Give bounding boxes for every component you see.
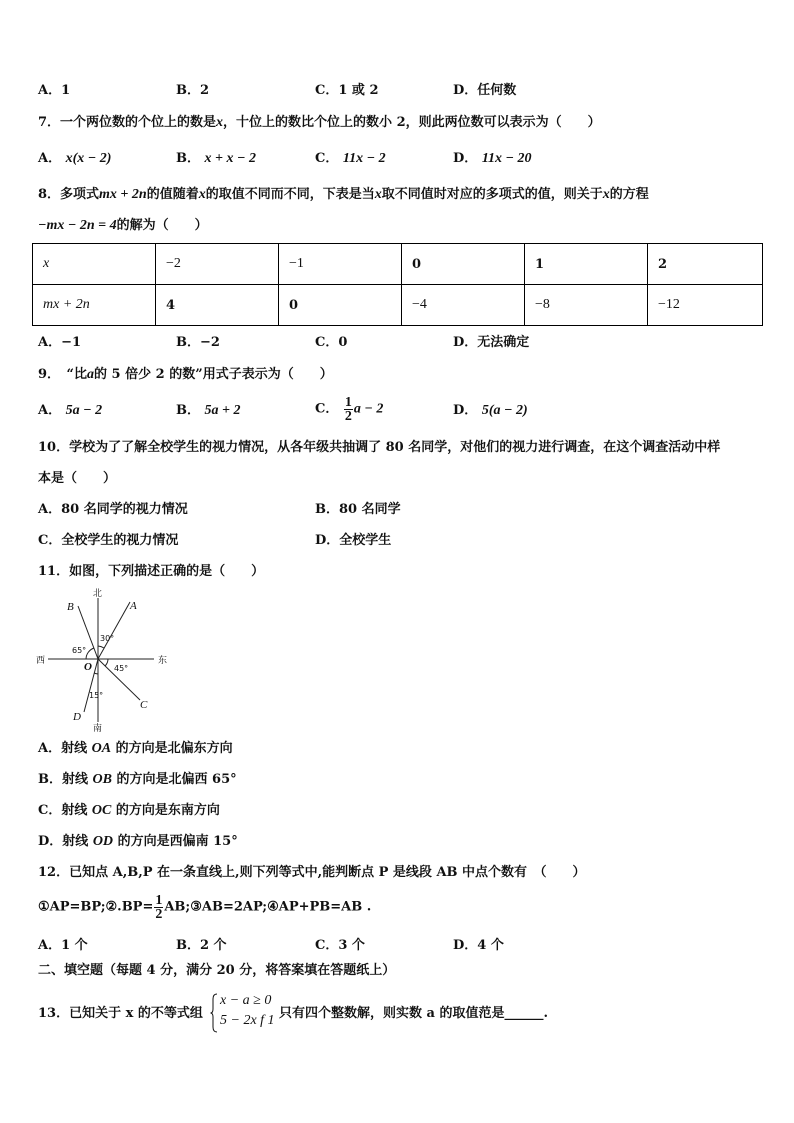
table-cell: 2: [648, 244, 763, 285]
label-north: 北: [93, 589, 103, 599]
q9-stem: 9． “比a的 5 倍少 2 的数”用式子表示为（ ）: [38, 367, 333, 382]
q10-stem-line2: 本是（ ）: [38, 471, 117, 486]
q12-option-d: D．4 个: [453, 938, 504, 953]
arc-65: [86, 648, 94, 659]
table-cell: −4: [402, 285, 525, 326]
q9-option-b: B． 5a + 2: [176, 403, 241, 418]
q7-option-a: A． x(x − 2): [38, 151, 112, 166]
label-15: 15°: [89, 691, 104, 700]
q8-option-a: A．−1: [38, 335, 82, 350]
table-cell: 1: [525, 244, 648, 285]
table-cell: −12: [648, 285, 763, 326]
q8-value-table: [32, 243, 763, 326]
q9-fraction: $\frac{1}{2}$: [344, 395, 352, 424]
table-cell: x: [33, 244, 156, 285]
q9-option-a: A． 5a − 2: [38, 403, 103, 418]
q12-option-c: C．3 个: [315, 938, 365, 953]
q12-equations: ①AP=BP;②.BP= $\frac{1}{2}$ AB;③AB=2AP;④AP+PB=AB .: [38, 893, 372, 922]
label-east: 东: [158, 656, 168, 666]
q13-system-line2: 5 − 2x f 1: [220, 1013, 275, 1028]
q12-stem: 12．已知点 A,B,P 在一条直线上,则下列等式中,能判断点 P 是线段 AB 中点个数有 （ ）: [38, 865, 586, 880]
label-c: C: [140, 699, 148, 711]
q11-option-b: B．射线 OB 的方向是北偏西 65°: [38, 772, 237, 787]
table-cell: 4: [156, 285, 279, 326]
q11-option-a: A．射线 OA 的方向是北偏东方向: [38, 741, 233, 756]
q8-option-c: C．0: [315, 335, 348, 350]
q8-stem-line2: −mx − 2n = 4的解为（ ）: [38, 218, 208, 233]
label-65: 65°: [72, 646, 87, 655]
table-cell: −2: [156, 244, 279, 285]
table-cell: 0: [402, 244, 525, 285]
table-row: [33, 244, 763, 285]
q12-option-a: A．1 个: [38, 938, 88, 953]
q6-option-c: C．1 或 2: [315, 83, 379, 98]
q7-stem: 7．一个两位数的个位上的数是x，十位上的数比个位上的数小 2，则此两位数可以表示为（ ）: [38, 115, 601, 130]
arc-30: [98, 646, 104, 648]
label-o: O: [84, 661, 92, 673]
label-30: 30°: [100, 634, 115, 643]
q6-option-d: D．任何数: [453, 83, 517, 98]
table-cell: −8: [525, 285, 648, 326]
table-cell: mx + 2n: [33, 285, 156, 326]
q10-stem-line1: 10．学校为了了解全校学生的视力情况，从各年级共抽调了 80 名同学，对他们的视力进行调查，在这个调查活动中样: [38, 440, 721, 455]
q9-option-d: D． 5(a − 2): [453, 403, 528, 418]
label-45: 45°: [114, 664, 129, 673]
q7-var: x: [216, 115, 224, 130]
q8-option-d: D．无法确定: [453, 335, 530, 350]
q12-fraction: $\frac{1}{2}$: [155, 893, 163, 922]
label-west: 西: [36, 656, 46, 666]
q8-equation: −mx − 2n = 4: [38, 218, 117, 233]
q8-option-b: B．−2: [176, 335, 220, 350]
q13-stem-end: 只有四个整数解，则实数 a 的取值范是______.: [279, 1006, 549, 1021]
q11-option-c: C．射线 OC 的方向是东南方向: [38, 803, 220, 818]
q10-option-c: C．全校学生的视力情况: [38, 533, 179, 548]
table-cell: −1: [279, 244, 402, 285]
q11-direction-figure: [36, 586, 176, 734]
q10-option-a: A．80 名同学的视力情况: [38, 502, 188, 517]
ray-oa: [98, 602, 130, 659]
brace-icon: [210, 993, 218, 1033]
q10-option-b: B．80 名同学: [315, 502, 401, 517]
q7-option-c: C． 11x − 2: [315, 151, 386, 166]
q6-option-b: B．2: [176, 83, 210, 98]
table-row: [33, 285, 763, 326]
q13-stem-start: 13．已知关于 x 的不等式组: [38, 1006, 203, 1021]
q12-option-b: B．2 个: [176, 938, 227, 953]
q6-option-a: A．1: [38, 83, 71, 98]
arc-45: [105, 659, 108, 666]
label-south: 南: [93, 724, 103, 734]
q9-option-c: C． $\frac{1}{2}$ a − 2: [315, 395, 384, 424]
label-a: A: [130, 600, 137, 612]
label-b: B: [67, 601, 74, 613]
q11-option-d: D．射线 OD 的方向是西偏南 15°: [38, 834, 238, 849]
q7-option-b: B． x + x − 2: [176, 151, 256, 166]
q11-stem: 11．如图，下列描述正确的是（ ）: [38, 564, 265, 579]
q13-system-line1: x − a ≥ 0: [220, 993, 272, 1008]
table-cell: 0: [279, 285, 402, 326]
label-d: D: [73, 711, 81, 723]
section-heading: 二、填空题（每题 4 分，满分 20 分，将答案填在答题纸上）: [38, 963, 396, 978]
q8-stem: 8．多项式mx + 2n的值随着x的取值不同而不同，下表是当x取不同值时对应的多项式的值，则关于x的方程: [38, 187, 649, 202]
q7-option-d: D． 11x − 20: [453, 151, 532, 166]
q10-option-d: D．全校学生: [315, 533, 392, 548]
arc-15: [94, 673, 98, 674]
